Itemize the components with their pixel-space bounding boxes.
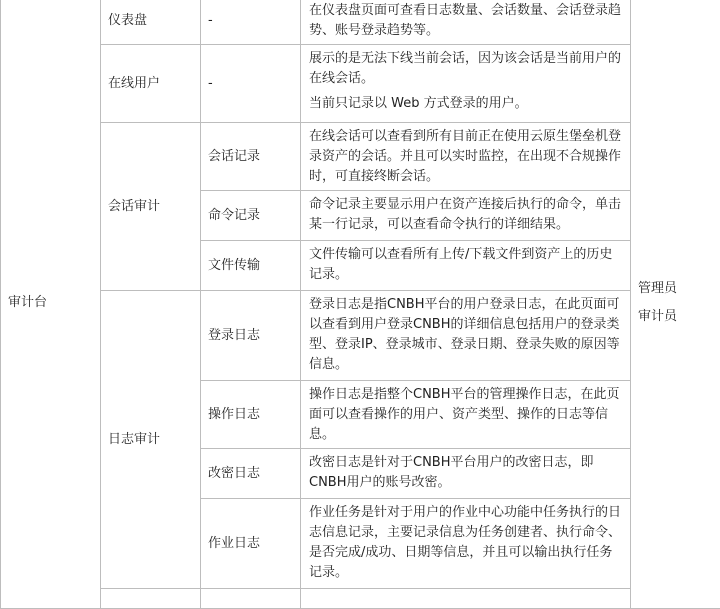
sub-cell: 操作日志 bbox=[201, 381, 301, 449]
desc-cell: 在仪表盘页面可查看日志数量、会话数量、会话登录趋势、账号登录趋势等。 bbox=[301, 0, 631, 45]
desc-cell: 改密日志是针对于CNBH平台用户的改密日志，即CNBH用户的账号改密。 bbox=[301, 449, 631, 499]
role-label: 管理员 bbox=[638, 279, 720, 299]
sub-cell: 文件传输 bbox=[201, 241, 301, 291]
desc-cell: 登录日志是指CNBH平台的用户登录日志，在此页面可以查看到用户登录CNBH的详细信息包括用户的登录类型、登录IP、登录城市、登录日期、登录失败的原因等信息。 bbox=[301, 291, 631, 381]
desc-cell: 文件传输可以查看所有上传/下载文件到资产上的历史记录。 bbox=[301, 241, 631, 291]
sub-cell: 登录日志 bbox=[201, 291, 301, 381]
table-row bbox=[1, 589, 720, 609]
desc-cell: 在线会话可以查看到所有目前正在使用云原生堡垒机登录资产的会话。并且可以实时监控，在出现不合规操作时，可直接终断会话。 bbox=[301, 123, 631, 191]
section-cell: 仪表盘 bbox=[101, 0, 201, 45]
sub-cell: 作业日志 bbox=[201, 499, 301, 589]
desc-cell: 命令记录主要显示用户在资产连接后执行的命令，单击某一行记录，可以查看命令执行的详细结果。 bbox=[301, 191, 631, 241]
role-label: 审计员 bbox=[638, 307, 720, 327]
table-row bbox=[1, 123, 720, 191]
section-cell: 会话审计 bbox=[101, 123, 201, 291]
desc-cell: 操作日志是指整个CNBH平台的管理操作日志，在此页面可以查看操作的用户、资产类型、操作的日志等信息。 bbox=[301, 381, 631, 449]
desc-cell: 展示的是无法下线当前会话，因为该会话是当前用户的在线会话。 当前只记录以 Web 方式登录的用户。 bbox=[301, 45, 631, 123]
section-cell: 日志审计 bbox=[101, 291, 201, 589]
desc-cell: 作业任务是针对于用户的作业中心功能中任务执行的日志信息记录，主要记录信息为任务创建者、执行命令、是否完成/成功、日期等信息，并且可以输出执行任务记录。 bbox=[301, 499, 631, 589]
section-cell: 在线用户 bbox=[101, 45, 201, 123]
sub-cell: 命令记录 bbox=[201, 191, 301, 241]
sub-cell: - bbox=[201, 45, 301, 123]
sub-cell: - bbox=[201, 0, 301, 45]
table-row bbox=[1, 45, 720, 123]
table-row bbox=[1, 0, 720, 45]
table-row bbox=[1, 291, 720, 381]
sub-cell: 改密日志 bbox=[201, 449, 301, 499]
roles-cell bbox=[631, 0, 720, 609]
module-cell: 审计台 bbox=[1, 0, 101, 609]
sub-cell: 会话记录 bbox=[201, 123, 301, 191]
